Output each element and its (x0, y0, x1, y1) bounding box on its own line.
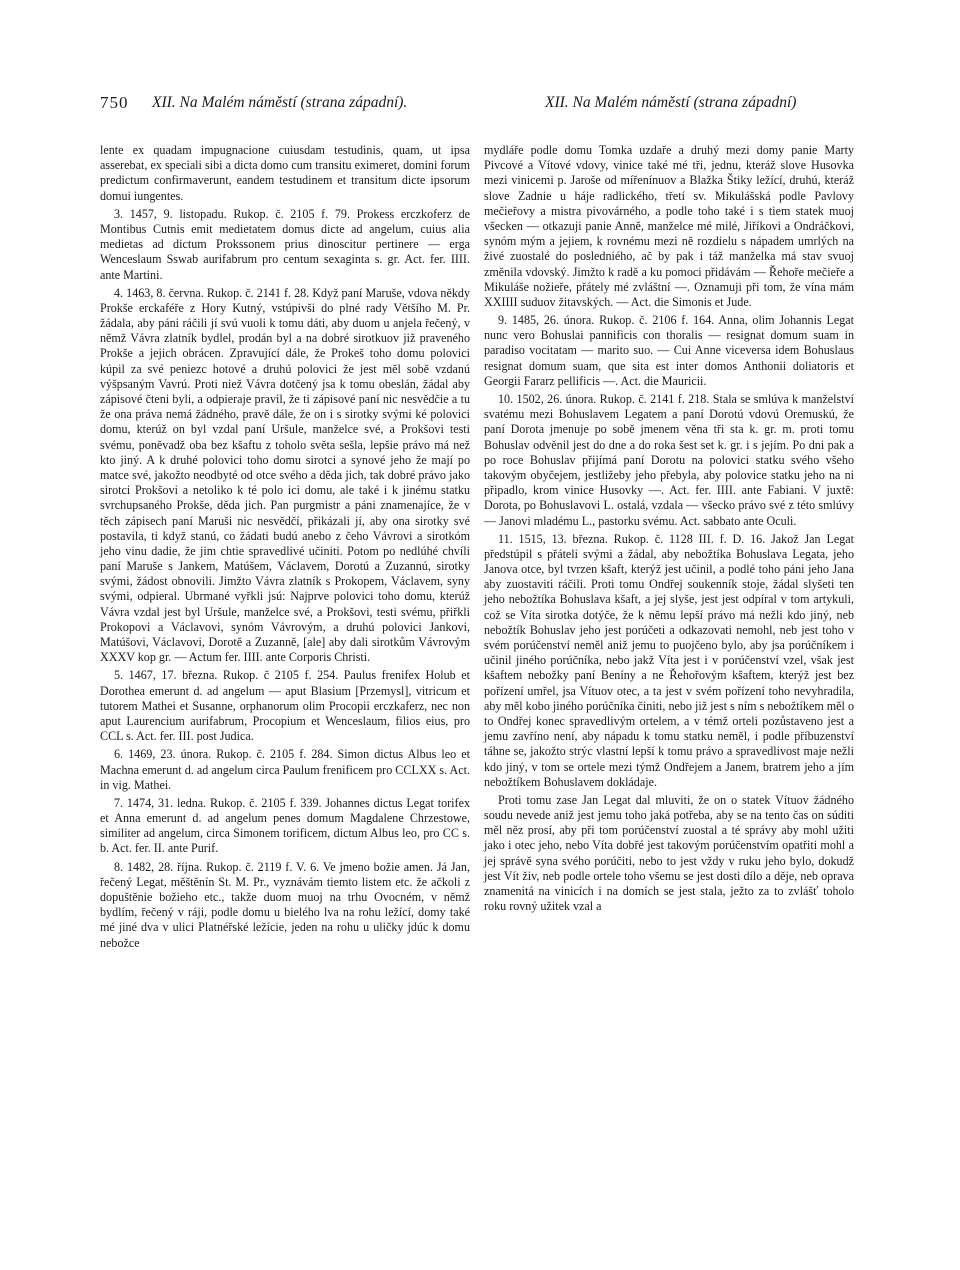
entry-10: 10. 1502, 26. února. Rukop. č. 2141 f. 218. Stala se smlúva k manželství svatému mezi Bohuslavem Legatem a paní Dorotú vdovú Oremuskú, že paní Dorota jmenuje po sobě jmenem věna tři sta k. gr. m. proti tomu Bohuslav odvěnil jest do dne a do roka šest set k. gr. i s jejím. Po dni pak a po roce Bohuslav přijímá paní Dorotu na polovici statku svého všeho takovým obyčejem, jestližeby jeho přebyla, aby polovice statku jeho na ni připadlo, krom vinice Husovky —. Act. fer. IIII. ante Fabiani. V juxtě: Dorota, po Bohuslavovi L. ostalá, vzdala — všecko právo své z této smlúvy — Janovi mladému L., pastorku svému. Act. sabbato ante Oculi. (484, 392, 854, 528)
paragraph-continuation-right: mydláře podle domu Tomka uzdaře a druhý mezi domy panie Marty Pivcové a Vítové vdovy, vinice také mé tři, jednu, kteráž slove Husovka mezi vinicemi p. Jaroše od mířenínuov a Blažka Štiky ležící, druhú, kteráž slove Zadnie u háje radlického, třetí sv. Mikulášská podle Pavlovy mečieřovy a mistra pivovárného, a podle toho také i s tiem statek muoj všecken — otkazuji panie Anně, manželce mé milé, Jiříkovi a Ondráčkovi, synóm mým a jejiem, k rovnému mezi ně rozdielu s nápadem umrlých na živé zuostalé do posledniého, ač by pak i táž manželka má stav svuoj změnila vdovský. Jimžto k radě a ku pomoci přidávám — Řehoře mečieře a Mikuláše nožieře, přátely mé zvláštní —. Oznamuji při tom, že vína mám XXIIII suduov žitavských. — Act. die Simonis et Jude. (484, 143, 854, 309)
entry-3: 3. 1457, 9. listopadu. Rukop. č. 2105 f. 79. Prokess erczkoferz de Montibus Cutnis emit medietatem domus dicte ad angelum, cuius alia medietas ad dictum Prokssonem prius dinoscitur pertinere — erga Wenceslaum Sswab aurifabrum pro centum sexaginta s. gr. Act. fer. IIII. ante Martini. (100, 206, 470, 282)
left-column (100, 143, 470, 951)
page-number: 750 (100, 93, 129, 112)
running-head-right: XII. Na Malém náměstí (strana západní) (545, 94, 797, 111)
entry-6: 6. 1469, 23. února. Rukop. č. 2105 f. 284. Simon dictus Albus leo et Machna emerunt d. ad angelum circa Paulum frenificem pro CCLXX s. Act. in vig. Mathei. (100, 747, 470, 792)
entry-8: 8. 1482, 28. října. Rukop. č. 2119 f. V. 6. Ve jmeno božie amen. Já Jan, řečený Legat, měštěnín St. M. Pr., vyznávám tiemto listem etc. že ačkoli z dopuštěnie božieho etc., takže duom muoj na trhu Ovocném, v němž bydlím, řečený v ráji, podle domu u bieléhо lva na rohu ležící, domy také mé jiné dva v ulici Platnéřské ležície, jeden na rohu u uličky jdúc k domu nebožce (100, 859, 470, 950)
page-header (100, 93, 860, 119)
entry-5: 5. 1467, 17. března. Rukop. č 2105 f. 254. Paulus frenifex Holub et Dorothea emerunt d. ad angelum — aput Blasium [Przemysl], vitricum et tutorem Mathei et Susanne, orphanorum olim Procopii erczkaferz, nec non aput Laurencium aurifabrum, Procopium et Wenceslaum, filios eius, pro CCL s. Act. fer. III. post Judica. (100, 668, 470, 744)
running-head-left: XII. Na Malém náměstí (strana západní). (152, 94, 408, 111)
entry-4: 4. 1463, 8. června. Rukop. č. 2141 f. 28. Když paní Maruše, vdova někdy Prokše erckaféře z Hory Kutný, vstúpivši do plné rady Většího M. Pr. žádala, aby páni ráčili jí svú vuoli k tomu dáti, aby duom u anjela řečený, v němž Vávra zlatník bydlel, prodán byl a na dobré sirotkuov již praveného Prokše a jejich obrácen. Zpravující dále, že Prokeš toho domu polovici kúpil za své peniezc hotové a druhú polovici že jest měl sobě vzdanú výšpsaným Vavrú. Proti niež Vávra dotčený jsa k tomu obeslán, žádal aby zápisové čteni byli, a odpieraje pravil, že ti zápisové paní nic nesvědčie a tu že ona práva nemá žádného, pravě dále, že on i s sirotky svými ké polovici domu, kterúž on byl vzdal paní Uršule, manželce své, a Prokšovi testi svému, poněvadž oba bez kšaftu z toholo světa sešla, lepšie právo má než kto jiný. A k druhé polovici toho domu sirotci a synové jeho že mají po matce své, jakožto neodbyté od otce svého a děda jich, tak dobré právo jako sirotci Prokšovi a netoliko k té polo ici domu, ale také i k jinému statku svrchupsaného Prokše, děda jich. Pan purgmistr a páni znamenajíce, že v těch zápisech paní Maruši nic nesvědčí, přikázali jí, aby ona sirotky své postavila, ti když stanú, co žádati budú anebo z čeho Vávrovi a sirotkóm jeho vinu dadie, že jim chtie spravedlivé učiniti. Potom po nedlúhé chvíli paní Maruše s Jankem, Matúšem, Václavem, Dorotú a Zuzannú, sirotky svými, žádost obnovili. Jimžto Vávra zlatník s Prokopem, Václavem, syny svými, odpieral. Ubrmané vyřkli jsú: Najprve polovici toho domu, kterúž Vávra vzdal jest byl Uršule, manželce své, a Prokšovi, testi svému, přiřkli Prokopovi a Václavovi, synóm Vávrovým, a druhú polovici Jankovi, Matúšovi, Václavovi, Dorotě a Zuzanně, [ale] aby dali sirotkům Vávrovým XXXV kop gr. — Actum fer. IIII. ante Corporis Christi. (100, 285, 470, 665)
entry-7: 7. 1474, 31. ledna. Rukop. č. 2105 f. 339. Johannes dictus Legat torifex et Anna emerunt d. ad angelum penes domum Magdalene Chrzestowe, similiter ad angelum, circa Simonem torificem, dictum Albus leo, pro CC s. b. Act. fer. II. ante Purif. (100, 795, 470, 856)
entry-9: 9. 1485, 26. února. Rukop. č. 2106 f. 164. Anna, olim Johannis Legat nunc vero Bohuslai pannificis con thoralis — resignat domum suam in paradiso vocitatam — marito suo. — Cui Anne viceversa idem Bohuslaus resignat domum suam, que sita est inter domos Anthonii doliatoris et Georgii Fararz pellificis —. Act. die Mauricii. (484, 313, 854, 388)
paragraph-continuation: lente ex quadam impugnacione cuiusdam testudinis, quam, ut ipsa asserebat, ex speciali sibi a dicta domo cum transitu eximeret, domini forum predictum confirmaverunt, eandem testudinem et transitum dicte ipsorum domui iungentes. (100, 143, 470, 203)
right-column (484, 143, 854, 914)
entry-11: 11. 1515, 13. března. Rukop. č. 1128 III. f. D. 16. Jakož Jan Legat předstúpil s přáteli svými a žádal, aby nebožtíka Bohuslava Legata, jeho Janova otce, byl tvrzen kšaft, kterýž jest učinil, a podlé toho páni jeho Jana aby zuostaviti ráčili. Proti tomu Ondřej soukenník stoje, žádal slyšeti ten jeho nebožtíka Bohuslava kšaft, a jej slyše, jest jest odpíral v tom artykuli, což se Víta sirotka dotýče, že k němu lepší právo má nežli kdo jiný, neb nebožtík Bohuslav jeho jest porúčeti a odkazovati nemohl, neb jest toho v svém porúčenství neměl aniž jemu to puojčeno bylo, aby jsa porúčníkem i učinil jiného porúčníka, nebo jakž Víta jest i v porúčenství vzel, však jest kšaftem nebožky paní Beníny a ne Řehořovým kšaftem, kterýž jest bez pořízení umřel, jsa Vítuov otec, a ta jest v svém pořízení toho nevyhradila, aby měl kobo jiného porúčníka činiti, nebo již jest s ním s nebožtíkem měl o to Ondřej konec spravedlivým ortelem, a v témž orteli pozůstaveno jest a jemu zavříno není, aby nápadu k tomu statku neměl, i podle příbuzenství táhne se, jakožto strýc vlastní lepší k tomu právo a spravedlivost maje nežli kdo jiný, v tom se ortele mezi týmž Ondřejem a Janem, bratrem jeho a jím nebožtíkem Bohuslavem dokládaje. (484, 531, 854, 789)
entry-11-continued: Proti tomu zase Jan Legat dal mluviti, že on o statek Vítuov žádného soudu nevede aniž jest jemu toho jaká potřeba, aby se na tento čas on súditi měl něz prosí, aby při tom porúčenství zuostal a té správy aby mohl užiti jako i otec jeho, nebo Víta dobřé jest takovým porúčenstvím opatřiti mohl a jej správě syna svého porúčiti, nebo to jest vždy v ruku jeho bylo, dokudž jest Vít živ, neb podle ortele toho všemu se jest dosti dílo a děje, neb oprava znamenitá na vinicích i na domích se jest stala, ježto za to zvlášť toholo roku rovný užitek vzal a (484, 792, 854, 914)
